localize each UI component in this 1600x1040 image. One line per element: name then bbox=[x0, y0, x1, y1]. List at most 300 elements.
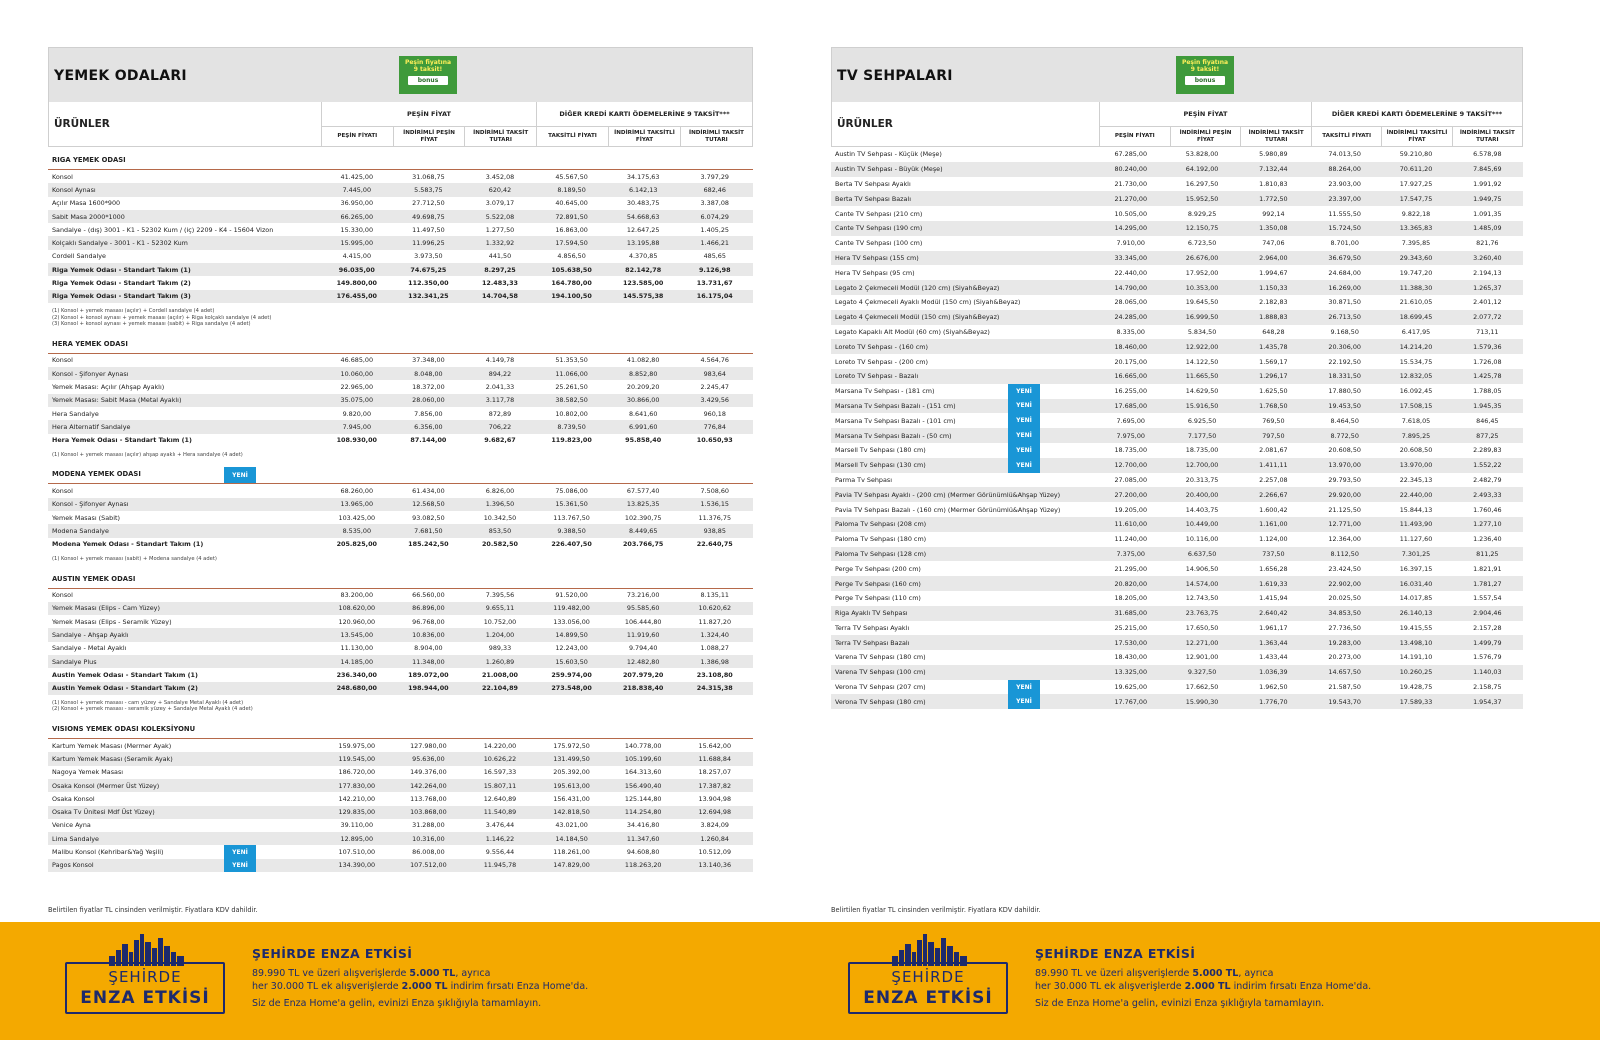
dining-price-table bbox=[48, 47, 753, 872]
price-cell: 16.999,50 bbox=[1185, 313, 1219, 322]
price-cell: 118.261,00 bbox=[553, 848, 590, 857]
section-notes bbox=[48, 303, 753, 331]
price-cell: 1.088,27 bbox=[700, 644, 729, 653]
price-cell: 1.260,89 bbox=[485, 657, 515, 666]
product-name-text: Konsol bbox=[52, 487, 73, 496]
price-cell: 149.800,00 bbox=[336, 279, 378, 288]
product-name bbox=[48, 367, 321, 380]
table-row bbox=[831, 251, 1523, 266]
price-cell: 80.240,00 bbox=[1114, 165, 1148, 174]
price-cell: 1.579,36 bbox=[1473, 342, 1502, 351]
banner-amount: 5.000 TL bbox=[1192, 968, 1239, 979]
price-cell: 12.640,89 bbox=[483, 794, 517, 803]
price-cell: 17.767,00 bbox=[1114, 697, 1148, 706]
product-section bbox=[48, 566, 753, 717]
sections bbox=[48, 147, 753, 872]
price-cell: 75.086,00 bbox=[555, 487, 588, 496]
price-cell: 9.655,11 bbox=[485, 604, 515, 613]
price-cell: 195.613,00 bbox=[553, 781, 590, 790]
cash-price-group bbox=[322, 102, 537, 146]
product-name bbox=[48, 236, 321, 249]
table-row bbox=[831, 591, 1523, 606]
table-row bbox=[831, 502, 1523, 517]
price-cell: 22.640,75 bbox=[696, 540, 733, 549]
product-name bbox=[831, 576, 1095, 591]
price-cell: 18.699,45 bbox=[1399, 313, 1433, 322]
installment-group bbox=[1312, 102, 1522, 146]
price-cell: 10.505,00 bbox=[1114, 209, 1148, 218]
product-name-text: Modena Sandalye bbox=[52, 526, 109, 535]
price-cell: 811,25 bbox=[1476, 549, 1499, 558]
banner-text-part: 89.990 TL ve üzeri alışverişlerde bbox=[252, 968, 410, 979]
price-cell: 1.146,22 bbox=[485, 834, 515, 843]
price-cell: 14.899,50 bbox=[555, 631, 588, 640]
product-name-text: Riga Yemek Odası - Standart Takım (2) bbox=[52, 279, 191, 288]
price-cell: 1.772,50 bbox=[1259, 194, 1288, 203]
table-row bbox=[831, 487, 1523, 502]
product-name bbox=[831, 280, 1095, 295]
group-title: PEŞİN FİYAT bbox=[1100, 102, 1311, 127]
price-cell: 203.766,75 bbox=[622, 540, 664, 549]
price-cell: 9.822,18 bbox=[1401, 209, 1431, 218]
product-name-text: Sandalye - Metal Ayaklı bbox=[52, 644, 127, 653]
new-badge: YENİ bbox=[1008, 680, 1040, 695]
price-cell: 441,50 bbox=[488, 252, 512, 261]
price-cell: 3.824,09 bbox=[700, 821, 729, 830]
price-cell: 8.641,60 bbox=[628, 409, 658, 418]
price-cell: 9.388,50 bbox=[557, 526, 586, 535]
price-cell: 15.642,00 bbox=[698, 741, 732, 750]
new-badge: YENİ bbox=[224, 859, 256, 872]
product-name bbox=[48, 250, 321, 263]
product-name-text: Kartum Yemek Masası (Seramik Ayak) bbox=[52, 755, 173, 763]
new-badge: YENİ bbox=[1008, 399, 1040, 414]
price-cell: 18.331,50 bbox=[1328, 372, 1361, 381]
product-name bbox=[831, 339, 1095, 354]
banner-text-part: indirim fırsatı Enza Home'da. bbox=[1230, 981, 1372, 992]
price-cell: 17.927,25 bbox=[1399, 179, 1433, 188]
product-name bbox=[48, 380, 321, 393]
installment-group bbox=[537, 102, 752, 146]
price-cell: 39.110,00 bbox=[340, 821, 374, 830]
section-title bbox=[48, 716, 753, 739]
price-cell: 34.416,80 bbox=[626, 821, 660, 830]
banner-title: ŞEHİRDE ENZA ETKİSİ bbox=[252, 946, 413, 961]
price-cell: 27.712,50 bbox=[412, 199, 445, 208]
table-row bbox=[48, 766, 753, 779]
product-name bbox=[831, 325, 1095, 340]
price-footnote: Belirtilen fiyatlar TL cinsinden verilmiştir. Fiyatlara KDV dahildir. bbox=[48, 906, 258, 914]
section-title-text: VISIONS YEMEK ODASI KOLEKSİYONU bbox=[52, 725, 196, 734]
price-cell: 7.395,56 bbox=[485, 591, 515, 600]
total-row bbox=[48, 290, 753, 303]
product-name bbox=[48, 263, 321, 276]
price-cell: 17.547,75 bbox=[1399, 194, 1433, 203]
price-cell: 16.297,50 bbox=[1185, 179, 1219, 188]
product-name-text: Marsana Tv Sehpası Bazalı - (151 cm) bbox=[835, 401, 956, 410]
price-cell: 46.685,00 bbox=[340, 356, 374, 365]
price-cell: 2.640,42 bbox=[1259, 609, 1288, 618]
price-cell: 1.091,35 bbox=[1473, 209, 1502, 218]
product-name bbox=[831, 650, 1095, 665]
price-cell: 2.157,28 bbox=[1473, 623, 1502, 632]
price-cell: 20.582,50 bbox=[481, 540, 518, 549]
col-header: İNDİRİMLİ TAKSİT TUTARI bbox=[688, 130, 744, 143]
price-cell: 14.017,85 bbox=[1399, 594, 1433, 603]
product-name-text: Konsol bbox=[52, 591, 73, 600]
price-cell: 8.297,25 bbox=[484, 265, 516, 274]
table-header-bar bbox=[48, 47, 753, 102]
price-cell: 132.341,25 bbox=[408, 292, 449, 301]
price-cell: 20.400,00 bbox=[1185, 490, 1219, 499]
price-cell: 66.265,00 bbox=[340, 212, 374, 221]
price-cell: 40.645,00 bbox=[555, 199, 588, 208]
new-badge: YENİ bbox=[1008, 458, 1040, 473]
price-cell: 103.868,00 bbox=[410, 808, 447, 817]
table-row bbox=[831, 399, 1523, 414]
product-name-text: Osaka Konsol (Mermer Üst Yüzey) bbox=[52, 781, 160, 790]
price-cell: 3.260,40 bbox=[1473, 253, 1502, 262]
total-row bbox=[48, 682, 753, 695]
col-header: PEŞİN FİYATI bbox=[1100, 127, 1171, 146]
price-cell: 1.499,79 bbox=[1473, 638, 1502, 647]
price-cell: 797,50 bbox=[1262, 431, 1285, 440]
product-name bbox=[48, 752, 321, 765]
price-cell: 1.161,00 bbox=[1259, 520, 1288, 529]
product-name-text: Austin TV Sehpası - Büyük (Meşe) bbox=[835, 165, 943, 174]
price-cell: 15.807,11 bbox=[483, 781, 517, 790]
price-cell: 142.264,00 bbox=[410, 781, 447, 790]
product-name-text: Nagoya Yemek Masası bbox=[52, 768, 124, 777]
price-cell: 11.665,50 bbox=[1185, 372, 1219, 381]
price-cell: 19.283,00 bbox=[1328, 638, 1361, 647]
price-cell: 119.823,00 bbox=[551, 436, 592, 445]
table-row bbox=[48, 845, 753, 858]
banner-text-part: , ayrıca bbox=[455, 968, 491, 979]
promo-banner bbox=[800, 922, 1600, 1040]
price-cell: 846,45 bbox=[1476, 416, 1499, 425]
price-cell: 22.104,89 bbox=[481, 684, 518, 693]
price-cell: 12.568,50 bbox=[412, 500, 445, 509]
price-cell: 19.205,00 bbox=[1114, 505, 1148, 514]
price-cell: 133.056,00 bbox=[553, 617, 590, 626]
table-row bbox=[48, 170, 753, 183]
product-name-text: Hera Sandalye bbox=[52, 409, 99, 418]
product-name-text: Varena TV Sehpası (180 cm) bbox=[835, 653, 926, 662]
table-row bbox=[48, 236, 753, 249]
price-cell: 10.116,00 bbox=[1185, 535, 1219, 544]
price-cell: 485,65 bbox=[703, 252, 726, 261]
price-cell: 992,14 bbox=[1262, 209, 1285, 218]
section-rows bbox=[48, 484, 753, 550]
note-line: (1) Konsol + yemek masası (sabit) + Modena sandalye (4 adet) bbox=[52, 555, 217, 562]
price-cell: 5.980,89 bbox=[1259, 150, 1288, 159]
note-line: (1) Konsol + yemek masası - cam yüzey + Sandalye Metal Ayaklı (4 adet) bbox=[52, 699, 244, 706]
table-row bbox=[48, 628, 753, 641]
product-name-text: Berta TV Sehpası Bazalı bbox=[835, 194, 911, 203]
price-cell: 72.891,50 bbox=[555, 212, 588, 221]
price-cell: 87.144,00 bbox=[410, 436, 447, 445]
price-cell: 21.730,00 bbox=[1114, 179, 1148, 188]
price-cell: 6.356,00 bbox=[414, 422, 443, 431]
price-cell: 14.295,00 bbox=[1114, 224, 1148, 233]
bonus-promo-badge bbox=[1176, 56, 1234, 94]
price-cell: 17.880,50 bbox=[1328, 387, 1361, 396]
price-cell: 73.216,00 bbox=[626, 591, 660, 600]
column-headers bbox=[48, 102, 753, 147]
price-cell: 95.636,00 bbox=[412, 755, 445, 763]
table-row bbox=[831, 621, 1523, 636]
table-row bbox=[831, 354, 1523, 369]
price-cell: 164.780,00 bbox=[551, 279, 592, 288]
price-cell: 105.638,50 bbox=[551, 265, 592, 274]
price-cell: 1.569,17 bbox=[1259, 357, 1288, 366]
product-name bbox=[831, 177, 1095, 192]
table-row bbox=[831, 221, 1523, 236]
price-cell: 16.031,40 bbox=[1399, 579, 1433, 588]
product-name-text: Paloma Tv Sehpası (128 cm) bbox=[835, 549, 927, 558]
section-rows bbox=[48, 739, 753, 872]
table-row bbox=[831, 206, 1523, 221]
price-cell: 12.895,00 bbox=[340, 834, 374, 843]
price-cell: 27.085,00 bbox=[1114, 475, 1148, 484]
product-name bbox=[831, 606, 1095, 621]
product-name-text: Yemek Masası: Açılır (Ahşap Ayaklı) bbox=[52, 382, 165, 391]
price-cell: 12.482,80 bbox=[626, 657, 660, 666]
product-name bbox=[831, 236, 1095, 251]
price-cell: 8.904,00 bbox=[414, 644, 443, 653]
product-name-text: Austin TV Sehpası - Küçük (Meşe) bbox=[835, 150, 942, 159]
price-cell: 8.929,25 bbox=[1187, 209, 1217, 218]
price-cell: 74.013,50 bbox=[1328, 150, 1361, 159]
price-cell: 1.821,91 bbox=[1473, 564, 1502, 573]
price-cell: 16.397,15 bbox=[1399, 564, 1433, 573]
price-cell: 66.560,00 bbox=[412, 591, 445, 600]
price-cell: 9.682,67 bbox=[484, 436, 516, 445]
product-name bbox=[831, 191, 1095, 206]
price-cell: 1.433,44 bbox=[1259, 653, 1288, 662]
product-name bbox=[831, 547, 1095, 562]
product-name bbox=[48, 602, 321, 615]
table-row bbox=[48, 832, 753, 845]
price-cell: 13.195,88 bbox=[626, 239, 660, 248]
price-cell: 1.768,50 bbox=[1259, 401, 1288, 410]
price-cell: 12.832,05 bbox=[1399, 372, 1433, 381]
price-cell: 14.704,58 bbox=[481, 292, 518, 301]
bonus-logo: bonus bbox=[408, 76, 448, 85]
product-name bbox=[48, 276, 321, 289]
product-name bbox=[831, 354, 1095, 369]
price-footnote: Belirtilen fiyatlar TL cinsinden verilmiştir. Fiyatlara KDV dahildir. bbox=[831, 906, 1041, 914]
price-cell: 11.240,00 bbox=[1114, 535, 1148, 544]
product-name bbox=[48, 642, 321, 655]
total-row bbox=[48, 538, 753, 551]
group-title: DİĞER KREDİ KARTI ÖDEMELERİNE 9 TAKSİT*** bbox=[537, 102, 752, 127]
price-cell: 16.269,00 bbox=[1328, 283, 1361, 292]
page-tv-stands bbox=[800, 0, 1600, 1040]
price-cell: 7.856,00 bbox=[414, 409, 443, 418]
price-cell: 41.425,00 bbox=[340, 172, 374, 181]
product-name-text: Kolçaklı Sandalye - 3001 - K1 - 52302 Kum bbox=[52, 239, 188, 248]
price-cell: 29.793,50 bbox=[1328, 475, 1361, 484]
product-name-text: Konsol bbox=[52, 356, 73, 365]
table-row bbox=[831, 443, 1523, 458]
price-cell: 175.972,50 bbox=[553, 741, 590, 750]
price-cell: 21.125,50 bbox=[1328, 505, 1361, 514]
price-cell: 11.827,20 bbox=[698, 617, 732, 626]
col-header: TAKSİTLİ FİYATI bbox=[1312, 127, 1382, 146]
price-cell: 15.724,50 bbox=[1328, 224, 1361, 233]
price-cell: 14.403,75 bbox=[1185, 505, 1219, 514]
price-cell: 7.895,25 bbox=[1401, 431, 1431, 440]
price-cell: 147.829,00 bbox=[553, 861, 590, 870]
price-cell: 4.370,85 bbox=[628, 252, 658, 261]
price-cell: 12.150,75 bbox=[1185, 224, 1219, 233]
logo-line2: ENZA ETKİSİ bbox=[80, 988, 210, 1008]
tv-price-table bbox=[831, 47, 1523, 709]
product-name bbox=[831, 369, 1095, 384]
product-name-text: Cante TV Sehpası (100 cm) bbox=[835, 239, 923, 248]
table-row bbox=[831, 532, 1523, 547]
section-notes bbox=[48, 695, 753, 716]
price-cell: 648,28 bbox=[1262, 327, 1285, 336]
price-cell: 112.350,00 bbox=[408, 279, 449, 288]
price-cell: 7.301,25 bbox=[1401, 549, 1431, 558]
price-cell: 14.790,00 bbox=[1114, 283, 1148, 292]
banner-tagline: Siz de Enza Home'a gelin, evinizi Enza şıklığıyla tamamlayın. bbox=[252, 998, 542, 1009]
price-cell: 8.048,00 bbox=[414, 369, 443, 378]
price-cell: 8.112,50 bbox=[1330, 549, 1359, 558]
price-cell: 3.797,29 bbox=[700, 172, 729, 181]
price-cell: 15.361,50 bbox=[555, 500, 588, 509]
product-name bbox=[48, 394, 321, 407]
product-name bbox=[48, 628, 321, 641]
table-row bbox=[48, 223, 753, 236]
table-row bbox=[831, 325, 1523, 340]
price-cell: 11.555,50 bbox=[1328, 209, 1361, 218]
price-cell: 7.508,60 bbox=[700, 487, 729, 496]
section-title-text: MODENA YEMEK ODASI bbox=[52, 470, 141, 479]
price-cell: 2.158,75 bbox=[1473, 683, 1502, 692]
product-name bbox=[48, 859, 321, 872]
product-name bbox=[48, 668, 321, 681]
price-cell: 17.589,33 bbox=[1399, 697, 1433, 706]
price-cell: 8.739,50 bbox=[557, 422, 586, 431]
price-cell: 13.498,10 bbox=[1399, 638, 1433, 647]
product-name bbox=[48, 420, 321, 433]
price-cell: 20.025,50 bbox=[1328, 594, 1361, 603]
price-cell: 2.182,83 bbox=[1259, 298, 1288, 307]
price-cell: 28.065,00 bbox=[1114, 298, 1148, 307]
page-title: YEMEK ODALARI bbox=[54, 68, 187, 84]
price-cell: 1.552,22 bbox=[1473, 461, 1502, 470]
price-cell: 14.185,00 bbox=[340, 657, 374, 666]
product-name-text: Loreto TV Sehpası - (200 cm) bbox=[835, 357, 928, 366]
price-cell: 35.075,00 bbox=[340, 396, 374, 405]
price-cell: 10.620,62 bbox=[698, 604, 732, 613]
price-cell: 13.731,67 bbox=[696, 279, 733, 288]
price-cell: 21.295,00 bbox=[1114, 564, 1148, 573]
col-header: İNDİRİMLİ TAKSİT TUTARI bbox=[473, 130, 529, 143]
price-cell: 11.919,60 bbox=[626, 631, 660, 640]
total-row bbox=[48, 434, 753, 447]
price-cell: 1.810,83 bbox=[1259, 179, 1288, 188]
table-row bbox=[831, 369, 1523, 384]
product-name bbox=[831, 621, 1095, 636]
price-cell: 31.068,75 bbox=[412, 172, 445, 181]
price-cell: 15.916,50 bbox=[1185, 401, 1219, 410]
price-cell: 118.263,20 bbox=[624, 861, 662, 870]
price-cell: 94.608,80 bbox=[626, 848, 660, 857]
price-cell: 21.270,00 bbox=[1114, 194, 1148, 203]
price-cell: 1.945,35 bbox=[1473, 401, 1502, 410]
price-cell: 14.574,00 bbox=[1185, 579, 1219, 588]
table-row bbox=[48, 484, 753, 497]
product-name bbox=[48, 524, 321, 537]
price-cell: 15.844,13 bbox=[1399, 505, 1433, 514]
table-row bbox=[48, 183, 753, 196]
table-row bbox=[831, 295, 1523, 310]
price-cell: 12.700,00 bbox=[1185, 461, 1219, 470]
price-cell: 10.626,22 bbox=[483, 755, 517, 763]
product-name-text: Marsana Tv Sehpası - (181 cm) bbox=[835, 387, 935, 396]
price-cell: 108.930,00 bbox=[336, 436, 378, 445]
price-cell: 12.243,00 bbox=[555, 644, 588, 653]
price-cell: 1.991,92 bbox=[1473, 179, 1502, 188]
product-name-text: Perge Tv Sehpası (160 cm) bbox=[835, 579, 921, 588]
table-row bbox=[831, 280, 1523, 295]
new-badge: YENİ bbox=[1008, 428, 1040, 443]
banner-text-part: 89.990 TL ve üzeri alışverişlerde bbox=[1035, 968, 1193, 979]
price-cell: 7.177,50 bbox=[1187, 431, 1217, 440]
price-cell: 15.330,00 bbox=[340, 225, 374, 234]
total-row bbox=[48, 668, 753, 681]
price-cell: 1.576,79 bbox=[1473, 653, 1502, 662]
price-cell: 30.871,50 bbox=[1328, 298, 1361, 307]
price-cell: 2.964,00 bbox=[1259, 253, 1288, 262]
product-name-text: Kartum Yemek Masası (Mermer Ayak) bbox=[52, 741, 172, 750]
product-name-text: Pagos Konsol bbox=[52, 861, 94, 870]
product-name-text: Venice Ayna bbox=[52, 821, 91, 830]
price-cell: 9.794,40 bbox=[628, 644, 658, 653]
price-cell: 20.175,00 bbox=[1114, 357, 1148, 366]
table-row bbox=[48, 380, 753, 393]
product-name bbox=[48, 655, 321, 668]
new-badge: YENİ bbox=[1008, 694, 1040, 709]
product-name-text: Hera TV Sehpası (155 cm) bbox=[835, 253, 919, 262]
price-cell: 4.856,50 bbox=[557, 252, 586, 261]
new-badge: YENİ bbox=[1008, 384, 1040, 399]
product-name bbox=[831, 680, 1095, 695]
price-cell: 7.695,00 bbox=[1116, 416, 1145, 425]
price-cell: 82.142,78 bbox=[625, 265, 662, 274]
product-name bbox=[831, 502, 1095, 517]
table-row bbox=[48, 394, 753, 407]
price-cell: 45.567,50 bbox=[555, 172, 588, 181]
table-row bbox=[831, 177, 1523, 192]
price-cell: 8.772,50 bbox=[1330, 431, 1359, 440]
price-cell: 7.395,85 bbox=[1401, 239, 1431, 248]
price-cell: 10.353,00 bbox=[1185, 283, 1219, 292]
price-cell: 6.637,50 bbox=[1187, 549, 1217, 558]
section-notes bbox=[48, 551, 753, 566]
price-cell: 1.536,15 bbox=[700, 500, 729, 509]
product-name bbox=[48, 538, 321, 551]
price-cell: 145.575,38 bbox=[622, 292, 664, 301]
price-cell: 1.140,03 bbox=[1473, 668, 1502, 677]
price-cell: 1.036,39 bbox=[1259, 668, 1288, 677]
table-row bbox=[48, 859, 753, 872]
